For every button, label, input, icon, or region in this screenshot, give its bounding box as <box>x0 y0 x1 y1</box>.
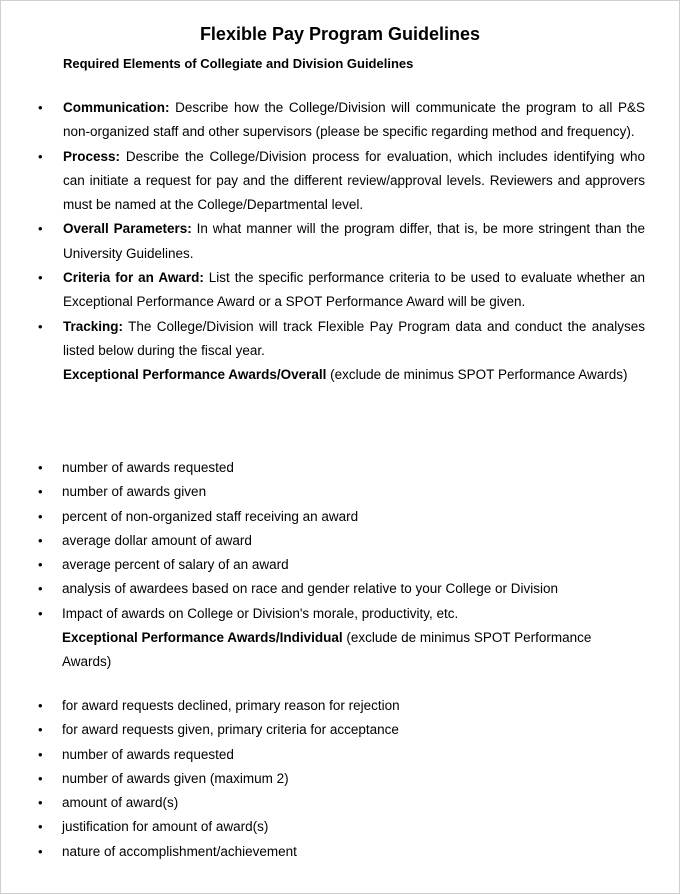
item-label: Communication: <box>63 100 170 115</box>
bullet-icon: • <box>38 795 43 811</box>
bullet-icon: • <box>38 270 43 286</box>
item-text: List the specific performance criteria to be used to evaluate whether an Exceptional Performance Award or a SPOT Performance Award will be given. <box>63 270 645 310</box>
list-item <box>1 456 661 480</box>
bullet-icon: • <box>38 100 43 115</box>
list-item-text: justification for amount of award(s) <box>62 819 269 835</box>
list-item <box>1 602 661 626</box>
list-item <box>1 767 661 791</box>
list-item <box>1 791 661 815</box>
overall-awards-list <box>1 456 661 626</box>
list-item-overall-parameters <box>1 217 645 266</box>
list-item-text: number of awards requested <box>62 460 234 475</box>
overall-awards-heading: Exceptional Performance Awards/Overall <box>63 367 327 383</box>
list-item <box>1 815 661 839</box>
item-text: Describe how the College/Division will communicate the program to all P&S non-organized staff and other supervisors (please be specific regarding method and frequency). <box>63 100 645 140</box>
list-item-text: amount of award(s) <box>62 795 179 811</box>
bullet-icon: • <box>38 484 43 500</box>
bullet-icon: • <box>38 746 43 762</box>
list-item <box>1 718 661 742</box>
item-label: Overall Parameters: <box>63 221 192 237</box>
list-item-text: nature of accomplishment/achievement <box>62 843 297 859</box>
individual-awards-exclusion: (exclude de minimus SPOT Performance Awards) <box>62 630 592 670</box>
item-label: Tracking: <box>63 318 124 334</box>
bullet-icon: • <box>38 557 43 573</box>
bullet-icon: • <box>38 605 43 621</box>
list-item <box>1 694 661 718</box>
list-item-text: number of awards given (maximum 2) <box>62 770 289 786</box>
list-item <box>1 553 661 577</box>
overall-awards-note <box>1 363 645 387</box>
list-item <box>1 577 661 601</box>
bullet-icon: • <box>38 843 43 859</box>
bullet-icon: • <box>38 221 43 237</box>
list-item <box>1 505 661 529</box>
overall-awards-block <box>1 363 645 387</box>
bullet-icon: • <box>38 722 43 738</box>
bullet-icon: • <box>38 460 43 475</box>
bullet-icon: • <box>38 532 43 548</box>
list-item-text: analysis of awardees based on race and gender relative to your College or Division <box>62 581 559 597</box>
list-item <box>1 840 661 864</box>
list-item-tracking <box>1 315 645 364</box>
item-text: Describe the College/Division process for evaluation, which includes identifying who can initiate a request for pay and the different review/approval levels. Reviewers and approvers must be named at the College/Departmental level. <box>63 148 645 213</box>
list-item-text: percent of non-organized staff receiving an award <box>62 508 359 524</box>
required-elements-list <box>1 96 645 388</box>
bullet-icon: • <box>38 698 43 713</box>
bullet-icon: • <box>38 318 43 334</box>
list-item-text: average percent of salary of an award <box>62 557 289 573</box>
bullet-icon: • <box>38 148 43 164</box>
individual-awards-list <box>1 694 661 864</box>
item-text: In what manner will the program differ, that is, be more stringent than the University Guidelines. <box>63 221 646 261</box>
list-item-text: Impact of awards on College or Division's morale, productivity, etc. <box>62 605 459 621</box>
individual-awards-note <box>62 626 622 675</box>
list-item <box>1 480 661 504</box>
bullet-icon: • <box>38 508 43 524</box>
list-item <box>1 529 661 553</box>
list-item-text: number of awards requested <box>62 746 234 762</box>
list-item <box>1 743 661 767</box>
list-item-text: for award requests declined, primary reason for rejection <box>62 698 400 713</box>
document-subtitle: Required Elements of Collegiate and Division Guidelines <box>63 56 414 71</box>
list-item-text: for award requests given, primary criteria for acceptance <box>62 722 399 738</box>
individual-awards-heading: Exceptional Performance Awards/Individual <box>62 630 343 645</box>
bullet-icon: • <box>38 819 43 835</box>
overall-awards-exclusion: (exclude de minimus SPOT Performance Awards) <box>326 367 628 383</box>
list-item-text: average dollar amount of award <box>62 532 252 548</box>
item-label: Process: <box>63 148 121 164</box>
item-text: The College/Division will track Flexible Pay Program data and conduct the analyses listed below during the fiscal year. <box>63 318 645 358</box>
list-item-process <box>1 145 645 218</box>
bullet-icon: • <box>38 581 43 597</box>
list-item-criteria <box>1 266 645 315</box>
document-title: Flexible Pay Program Guidelines <box>199 24 481 44</box>
list-item-text: number of awards given <box>62 484 207 500</box>
item-label: Criteria for an Award: <box>63 270 204 286</box>
list-item-communication <box>1 96 645 145</box>
bullet-icon: • <box>38 770 43 786</box>
